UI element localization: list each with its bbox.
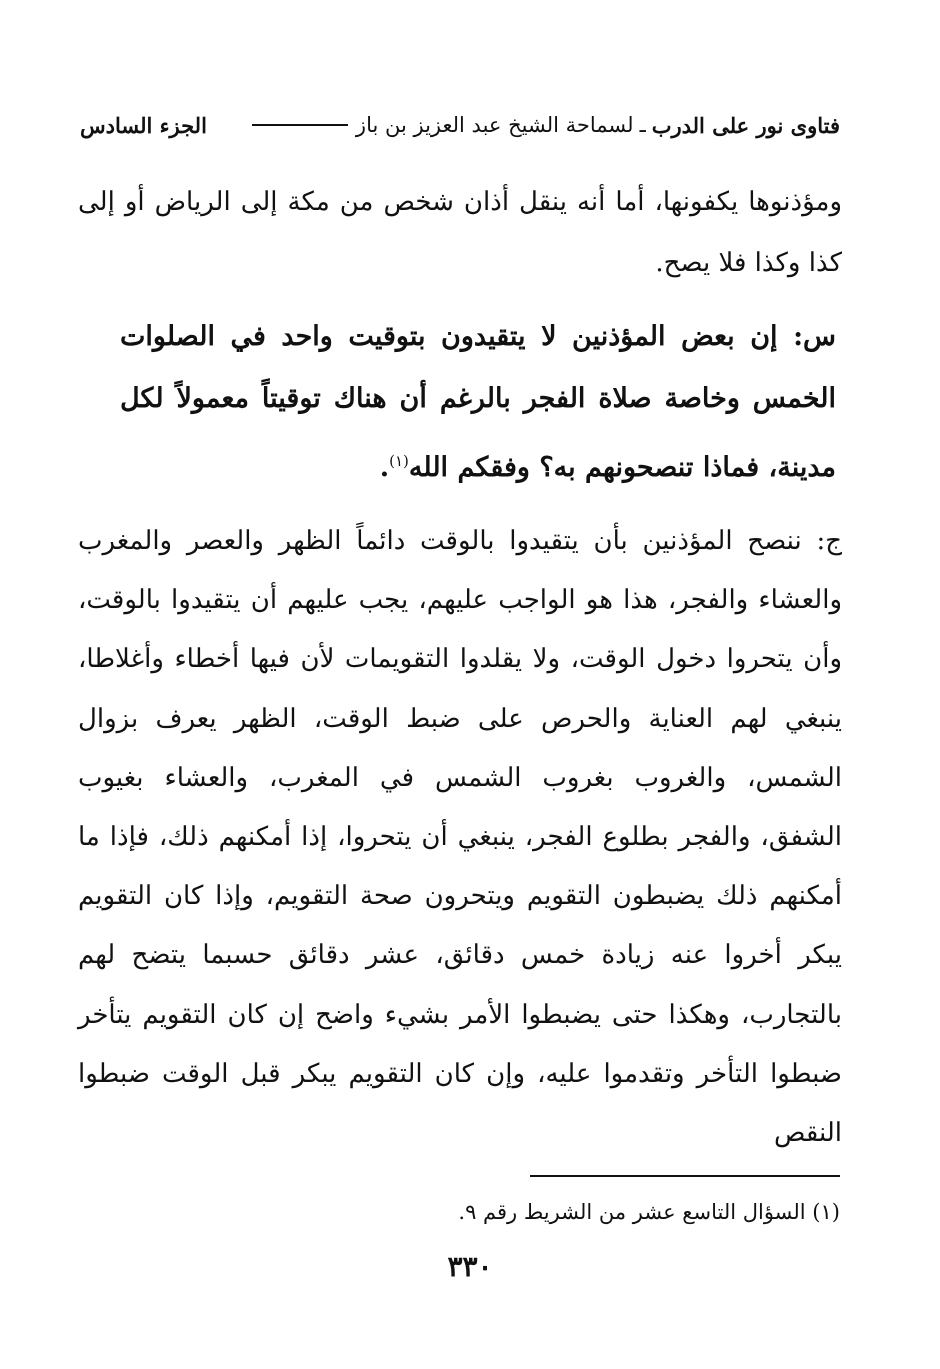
page-number: ٣٣٠	[447, 1250, 493, 1283]
footnote-marker: (١)	[389, 452, 409, 470]
book-title: فتاوى نور على الدرب	[651, 112, 840, 138]
footnote: (١) السؤال التاسع عشر من الشريط رقم ٩.	[458, 1200, 840, 1224]
header-rule	[252, 124, 348, 126]
continuation-text: ومؤذنوها يكفونها، أما أنه ينقل أذان شخص من مكة إلى الرياض أو إلى كذا وكذا فلا يصح.	[78, 187, 842, 278]
running-header	[80, 106, 840, 144]
question-text: س: إن بعض المؤذنين لا يتقيدون بتوقيت واحد في الصلوات الخمس وخاصة صلاة الفجر بالرغم أن هناك توقيتاً معمولاً لكل مدينة، فماذا تنصحونهم به؟ وفقكم الله	[120, 321, 836, 483]
question-end: .	[379, 452, 390, 483]
header-separator: ـ	[639, 113, 646, 137]
volume-label: الجزء السادس	[80, 112, 207, 138]
continuation-paragraph	[78, 172, 842, 294]
footnote-separator	[530, 1175, 840, 1177]
author-line: لسماحة الشيخ عبد العزيز بن باز	[355, 113, 634, 137]
question-line	[120, 306, 836, 499]
header-right	[244, 113, 840, 138]
answer-text: ج: ننصح المؤذنين بأن يتقيدوا بالوقت دائماً الظهر والعصر والمغرب والعشاء والفجر، هذا هو الواجب عليهم، يجب عليهم أن يتقيدوا بالوقت، وأن يتحروا دخول الوقت، ولا يقلدوا التقويمات لأن فيها أخطاء وأغلاطا، ينبغي لهم العناية والحرص على ضبط الوقت، الظهر يعرف بزوال الشمس، والغروب بغروب الشمس في المغرب، والعشاء بغيوب الشفق، والفجر بطلوع الفجر، ينبغي أن يتحروا، إذا أمكنهم ذلك، فإذا ما أمكنهم ذلك يضبطون التقويم ويتحرون صحة التقويم، وإذا كان التقويم يبكر أخروا عنه زيادة خمس دقائق، عشر دقائق حسبما يتضح لهم بالتجارب، وهكذا حتى يضبطوا الأمر بشيء واضح إن كان التقويم يتأخر ضبطوا التأخر وتقدموا عليه، وإن كان التقويم يبكر قبل الوقت ضبطوا النقص	[78, 526, 842, 1149]
question-paragraph	[120, 306, 836, 499]
answer-paragraph	[78, 512, 842, 1163]
